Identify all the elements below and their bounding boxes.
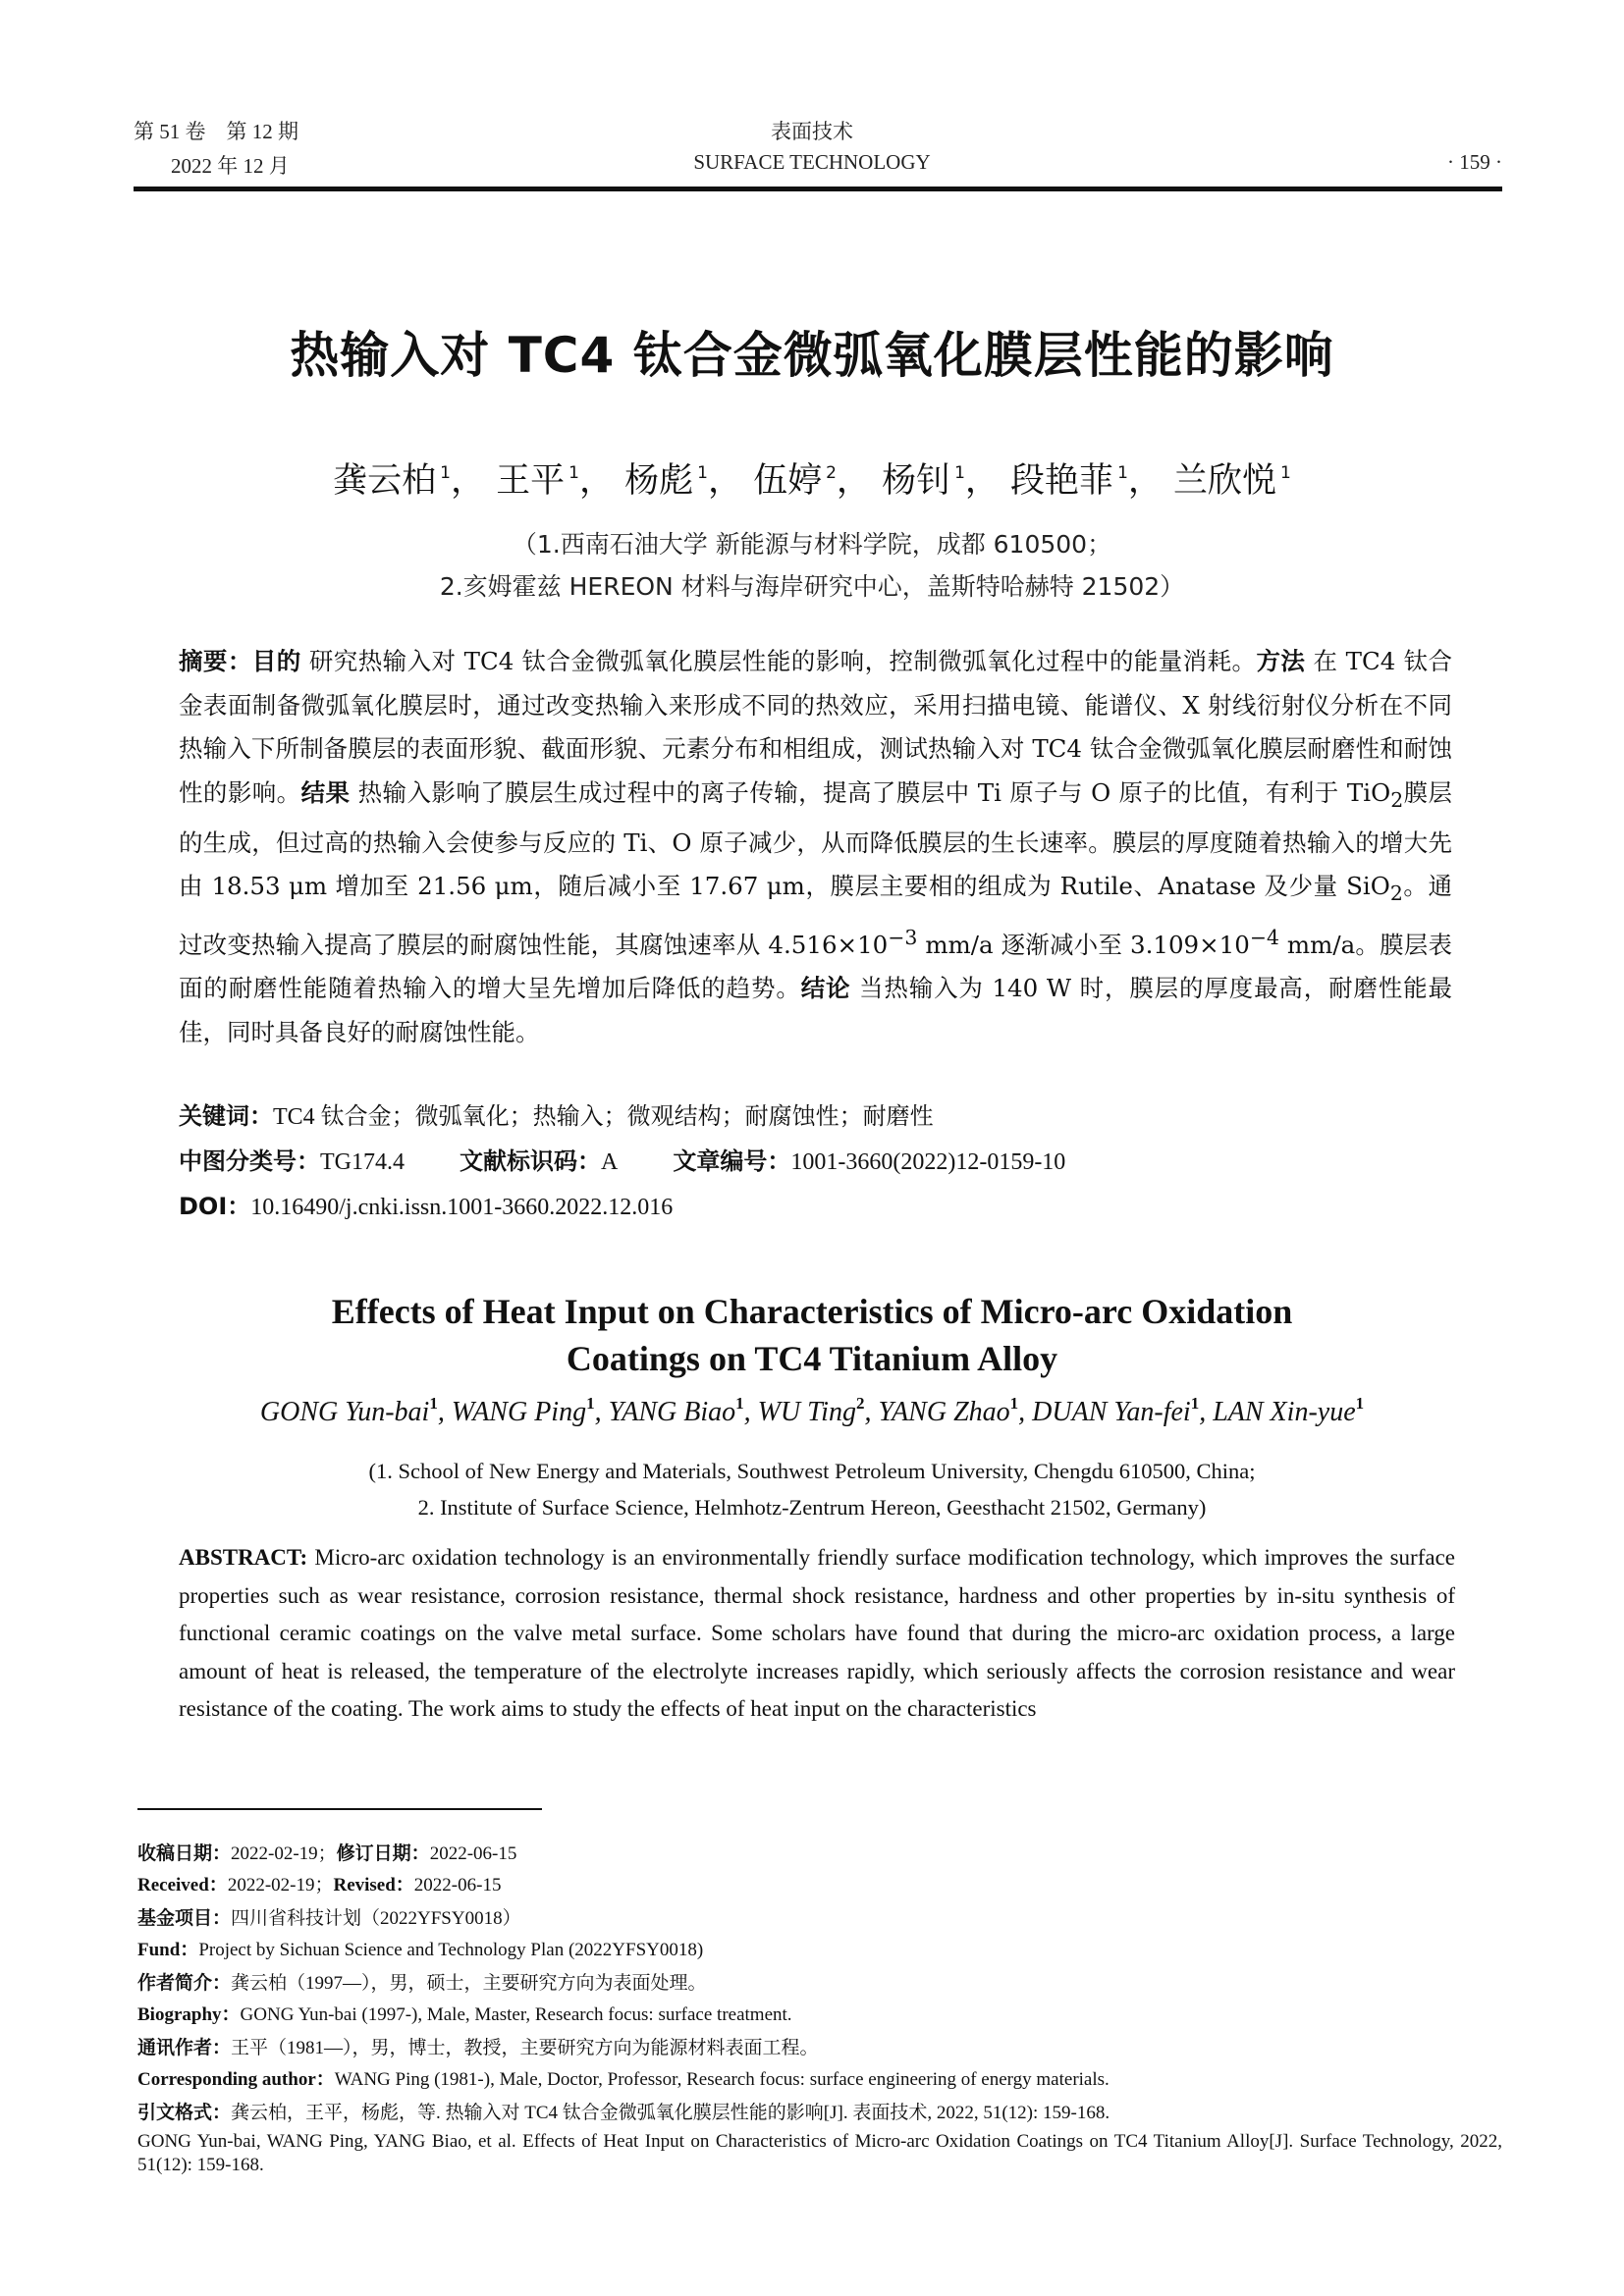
biography-cn: 作者简介：龚云柏（1997—），男，硕士，主要研究方向为表面处理。	[137, 1972, 707, 1994]
journal-name-en: SURFACE TECHNOLOGY	[693, 150, 931, 174]
citation-en: GONG Yun-bai, WANG Ping, YANG Biao, et al. Effects of Heat Input on Characteristics of Micro-arc Oxidation Coatings on TC4 Titanium Alloy[J]. Surface Technology, 2022, 51(12): 159-168.	[137, 2131, 1502, 2175]
biography-en: Biography：GONG Yun-bai (1997-), Male, Master, Research focus: surface treatment.	[137, 2004, 792, 2025]
subscript-2: 2	[1390, 787, 1404, 812]
method-label: 方法	[1256, 647, 1306, 675]
author-en: YANG Biao$^1$	[608, 1394, 744, 1427]
author-cn: 兰欣悦 $^1$	[1173, 461, 1291, 501]
citation-cn: 引文格式：龚云柏，王平，杨彪，等. 热输入对 TC4 钛合金微弧氧化膜层性能的影响[J]. 表面技术, 2022, 51(12): 159-168.	[137, 2102, 1110, 2123]
exponent: −3	[888, 925, 918, 949]
abstract-en	[179, 1539, 1455, 1729]
results-text: mm/a 逐渐减小至 3.109×10	[917, 930, 1250, 959]
doi: DOI：10.16490/j.cnki.issn.1001-3660.2022.12.016	[179, 1193, 674, 1220]
keywords: 关键词：TC4 钛合金；微弧氧化；热输入；微观结构；耐腐蚀性；耐磨性	[179, 1102, 934, 1130]
author-en: WANG Ping$^1$	[451, 1394, 595, 1427]
results-text: 膜层的生成，但过高的热输入会使参与反应的 Ti、O 原子减少，从而降低膜层的生长速率。膜层的厚度随着热输入的增大先由 18.53 μm 增加至 21.56 μm，随后减小至 17.67 μm，膜层主要相的组成为 Rutile、Anatase 及少量 SiO	[179, 777, 1453, 901]
abstract-cn	[179, 640, 1452, 1054]
objective-label: 目的	[251, 647, 301, 675]
volume-issue: 第 51 卷 第 12 期	[134, 120, 298, 143]
results-text: 热输入影响了膜层生成过程中的离子传输，提高了膜层中 Ti 原子与 O 原子的比值，有利于 TiO	[350, 777, 1391, 807]
fund-en: Fund：Project by Sichuan Science and Technology Plan (2022YFSY0018)	[137, 1940, 704, 1960]
author-en: DUAN Yan-fei$^1$	[1032, 1394, 1200, 1427]
page-number: · 159 ·	[1447, 150, 1502, 174]
title-cn: 热输入对 TC4 钛合金微弧氧化膜层性能的影响	[290, 327, 1334, 384]
author-cn: 段艳菲 $^1$	[1010, 461, 1128, 501]
conclusion-label: 结论	[800, 974, 851, 1003]
author-cn: 龚云柏 $^1$	[333, 461, 451, 501]
author-en: YANG Zhao$^1$	[878, 1394, 1019, 1427]
author-en: LAN Xin-yue$^1$	[1213, 1394, 1365, 1427]
classification: 中图分类号：TG174.4 文献标识码：A 文章编号：1001-3660(2022)12-0159-10	[179, 1148, 1066, 1175]
title-en: Effects of Heat Input on Characteristics of Micro-arc Oxidation Coatings on TC4 Titanium Alloy	[331, 1292, 1293, 1378]
results-text: mm/a。膜层表面的耐磨性能随着热输入的增大呈先增加后降低的趋势。	[179, 930, 1452, 1003]
issue-date: 2022 年 12 月	[171, 154, 290, 178]
corresponding-cn: 通讯作者：王平（1981—），男，博士，教授，主要研究方向为能源材料表面工程。	[137, 2037, 819, 2058]
affiliation-en-2: 2. Institute of Surface Science, Helmhotz-Zentrum Hereon, Geesthacht 21502, Germany)	[417, 1495, 1207, 1520]
journal-name-cn: 表面技术	[771, 120, 853, 143]
author-en: WU Ting$^2$	[757, 1394, 865, 1427]
conclusion-text: 当热输入为 140 W 时，膜层的厚度最高，耐磨性能最佳，同时具备良好的耐腐蚀性能。	[179, 974, 1453, 1046]
subscript-2: 2	[1389, 881, 1403, 906]
author-cn: 王平 $^1$	[496, 461, 579, 501]
author-en: GONG Yun-bai$^1$	[259, 1394, 438, 1427]
header-rule	[134, 187, 1502, 191]
results-text: 。通过改变热输入提高了膜层的耐腐蚀性能，其腐蚀速率从 4.516×10	[179, 872, 1452, 959]
affiliation-cn-2: 2.亥姆霍兹 HEREON 材料与海岸研究中心，盖斯特哈赫特 21502）	[439, 572, 1185, 601]
abstract-en-label: ABSTRACT:	[179, 1545, 308, 1570]
objective-text: 研究热输入对 TC4 钛合金微弧氧化膜层性能的影响，控制微弧氧化过程中的能量消耗。	[300, 647, 1257, 675]
results-label: 结果	[300, 777, 351, 807]
authors-cn: 龚云柏 $^1$， 王平 $^1$， 杨彪 $^1$， 伍婷 $^2$， 杨钊 $^1$， 段艳菲 $^1$， 兰欣悦 $^1$	[333, 461, 1291, 501]
affiliation-en-1: (1. School of New Energy and Materials, Southwest Petroleum University, Chengdu 610500, China;	[368, 1459, 1256, 1483]
fund-cn: 基金项目：四川省科技计划（2022YFSY0018）	[137, 1907, 521, 1929]
author-cn: 杨钊 $^1$	[882, 461, 965, 501]
affiliation-cn-1: （1.西南石油大学 新能源与材料学院，成都 610500；	[512, 530, 1112, 559]
author-cn: 杨彪 $^1$	[624, 461, 708, 501]
method-text: 在 TC4 钛合金表面制备微弧氧化膜层时，通过改变热输入来形成不同的热效应，采用扫描电镜、能谱仪、X 射线衍射仪分析在不同热输入下所制备膜层的表面形貌、截面形貌、元素分布和相组成，测试热输入对 TC4 钛合金微弧氧化膜层耐磨性和耐蚀性的影响。	[179, 647, 1452, 807]
author-cn: 伍婷 $^2$	[753, 461, 837, 501]
footnote-rule	[137, 1808, 542, 1810]
abstract-en-text: Micro-arc oxidation technology is an environmentally friendly surface modification technology, which improves the surface properties such as wear resistance, corrosion resistance, thermal shock resistance, hardness and other properties by in-situ synthesis of functional ceramic coatings on the valve metal surface. Some scholars have found that during the micro-arc oxidation process, a large amount of heat is released, the temperature of the electrolyte increases rapidly, which seriously affects the corrosion resistance and wear resistance of the coating. The work aims to study the effects of heat input on the characteristics	[179, 1545, 1455, 1721]
received-cn: 收稿日期：2022-02-19；修订日期：2022-06-15	[137, 1842, 517, 1864]
authors-en: GONG Yun-bai$^1$, WANG Ping$^1$, YANG Biao$^1$, WU Ting$^2$, YANG Zhao$^1$, DUAN Yan-fei$^1$, LAN Xin-yue$^1$	[259, 1394, 1365, 1427]
exponent: −4	[1249, 925, 1279, 949]
abstract-cn-label: 摘要：	[179, 647, 252, 675]
corresponding-en: Corresponding author：WANG Ping (1981-), Male, Doctor, Professor, Research focus: surface engineering of energy materials.	[137, 2069, 1110, 2090]
received-en: Received：2022-02-19；Revised：2022-06-15	[137, 1875, 502, 1896]
